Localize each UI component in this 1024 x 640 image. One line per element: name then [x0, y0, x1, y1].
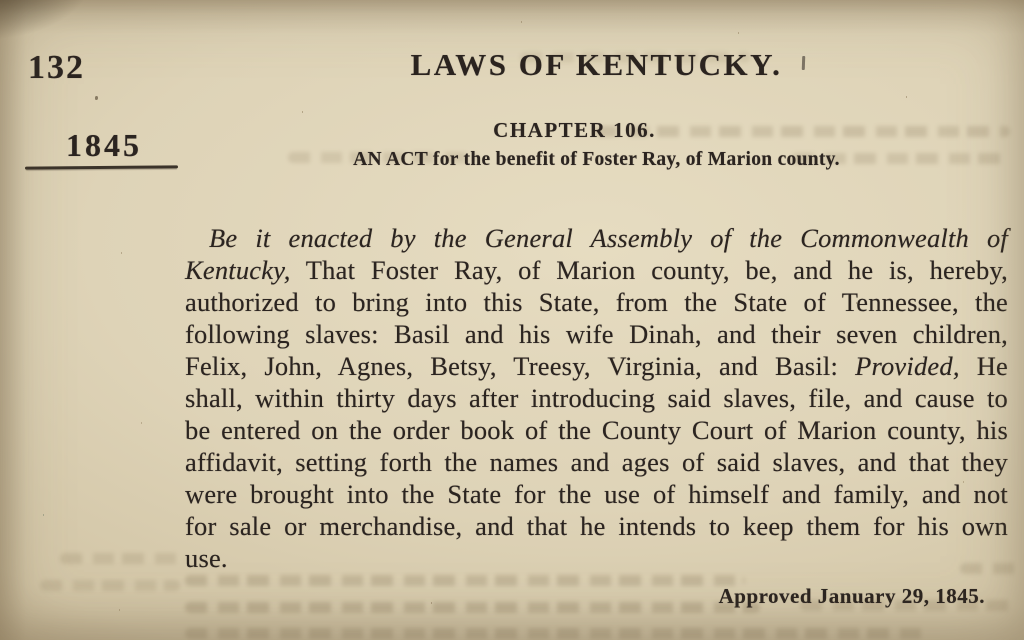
margin-rule-divider — [25, 165, 178, 169]
enacting-clause: Be it enacted by the General Assembly of the Commonwealth of Kentucky, — [185, 222, 1008, 285]
act-body-text-2: He shall, within thirty days after introducing said slaves, file, and cause to be entered on the order book of the County Court of Marion county, his affidavit, setting forth the names and ages of said slaves, and that they were brought into the State for the use of himself and family, and not for sale or merchandise, and that he intends to keep them for his own use. — [185, 350, 1008, 573]
proviso-word: Provided, — [855, 350, 960, 381]
paper-specks — [95, 96, 98, 100]
act-title: AN ACT for the benefit of Foster Ray, of Marion county. — [353, 149, 840, 170]
bleedthrough-row — [185, 575, 745, 586]
act-body-paragraph — [185, 222, 1008, 574]
running-header: LAWS OF KENTUCKY. — [410, 47, 783, 82]
bleedthrough-row — [40, 580, 180, 591]
page-number: 132 — [28, 49, 85, 86]
bleedthrough-row — [185, 628, 925, 639]
bleedthrough-row — [60, 553, 185, 564]
margin-year-note: 1845 — [66, 127, 142, 163]
chapter-heading: CHAPTER 106. — [493, 118, 656, 142]
bleedthrough-row — [185, 602, 760, 613]
approval-line: Approved January 29, 1845. — [718, 584, 985, 608]
act-body-text-1: That Foster Ray, of Marion county, be, and he is, hereby, authorized to bring into this State, from the State of Tennessee, the following slaves: Basil and his wife Dinah, and their seven children, Felix, John, Agnes, Betsy, Treesy, Virginia, and Basil: — [185, 254, 1008, 381]
